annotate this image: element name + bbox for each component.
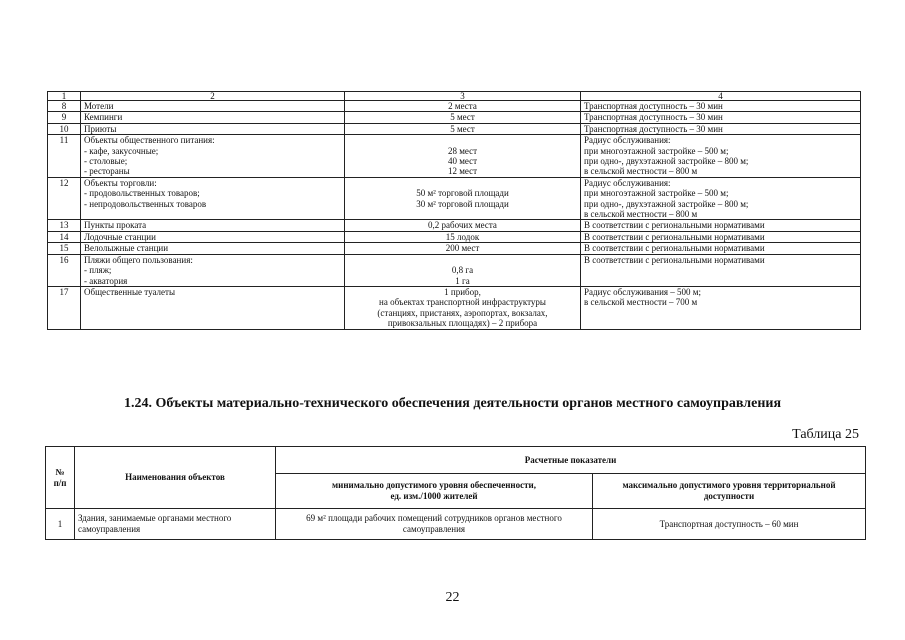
row-name: Приюты	[81, 123, 345, 134]
table-row	[48, 231, 861, 242]
row-number: 10	[48, 123, 81, 134]
table-row	[48, 177, 861, 220]
row-value: 0,2 рабочих места	[345, 220, 581, 231]
header-row	[46, 447, 866, 474]
row-value: 5 мест	[345, 112, 581, 123]
page-number: 22	[445, 590, 460, 605]
row-note: Радиус обслуживания: при многоэтажной застройке – 500 м; при одно-, двухэтажной застройке – 800 м; в сельской местности – 800 м	[581, 135, 861, 178]
table-row	[48, 123, 861, 134]
row-note: Транспортная доступность – 30 мин	[581, 101, 861, 112]
number-header: № п/п	[46, 447, 75, 509]
column-number-cell: 2	[81, 92, 345, 101]
table-row	[48, 243, 861, 254]
table-row	[48, 254, 861, 286]
row-name: Велолыжные станции	[81, 243, 345, 254]
table-row	[48, 220, 861, 231]
row-name: Мотели	[81, 101, 345, 112]
row-number: 11	[48, 135, 81, 178]
row-value: 15 лодок	[345, 231, 581, 242]
row-min-value: 69 м² площади рабочих помещений сотрудников органов местного самоуправления	[276, 509, 593, 540]
row-name: Здания, занимаемые органами местного самоуправления	[75, 509, 276, 540]
name-header: Наименования объектов	[75, 447, 276, 509]
row-name: Общественные туалеты	[81, 286, 345, 329]
row-value: 200 мест	[345, 243, 581, 254]
column-number-cell: 3	[345, 92, 581, 101]
row-note: В соответствии с региональными нормативами	[581, 254, 861, 286]
max-level-header: максимально допустимого уровня территориальной доступности	[593, 474, 866, 509]
row-name: Объекты торговли: - продовольственных товаров; - непродовольственных товаров	[81, 177, 345, 220]
row-max-value: Транспортная доступность – 60 мин	[593, 509, 866, 540]
row-note: Транспортная доступность – 30 мин	[581, 123, 861, 134]
row-note: В соответствии с региональными нормативами	[581, 243, 861, 254]
row-note: Транспортная доступность – 30 мин	[581, 112, 861, 123]
row-note: Радиус обслуживания: при многоэтажной застройке – 500 м; при одно-, двухэтажной застройке – 800 м; в сельской местности – 800 м	[581, 177, 861, 220]
table-label: Таблица 25	[792, 427, 859, 442]
row-number: 15	[48, 243, 81, 254]
row-number: 14	[48, 231, 81, 242]
row-name: Пункты проката	[81, 220, 345, 231]
municipal-facilities-table	[45, 446, 866, 540]
row-number: 8	[48, 101, 81, 112]
table-row	[48, 286, 861, 329]
row-value: 50 м² торговой площади 30 м² торговой площади	[345, 177, 581, 220]
row-value: 1 прибор, на объектах транспортной инфраструктуры (станциях, пристанях, аэропортах, вокзалах, привокзальных площадях) – 2 прибора	[345, 286, 581, 329]
row-number: 13	[48, 220, 81, 231]
row-value: 2 места	[345, 101, 581, 112]
column-number-row	[48, 92, 861, 101]
row-name: Кемпинги	[81, 112, 345, 123]
row-number: 1	[46, 509, 75, 540]
row-note: В соответствии с региональными нормативами	[581, 220, 861, 231]
min-level-header: минимально допустимого уровня обеспеченности, ед. изм./1000 жителей	[276, 474, 593, 509]
row-name: Пляжи общего пользования: - пляж; - акватория	[81, 254, 345, 286]
table-row	[46, 509, 866, 540]
row-number: 12	[48, 177, 81, 220]
row-name: Объекты общественного питания: - кафе, закусочные; - столовые; - рестораны	[81, 135, 345, 178]
row-note: В соответствии с региональными нормативами	[581, 231, 861, 242]
row-name: Лодочные станции	[81, 231, 345, 242]
row-number: 16	[48, 254, 81, 286]
table-row	[48, 135, 861, 178]
row-value: 28 мест 40 мест 12 мест	[345, 135, 581, 178]
row-number: 17	[48, 286, 81, 329]
indicators-header: Расчетные показатели	[276, 447, 866, 474]
row-number: 9	[48, 112, 81, 123]
section-title: 1.24. Объекты материально-технического обеспечения деятельности органов местного самоуправления	[123, 396, 782, 411]
column-number-cell: 4	[581, 92, 861, 101]
table-row	[48, 101, 861, 112]
row-note: Радиус обслуживания – 500 м; в сельской местности – 700 м	[581, 286, 861, 329]
row-value: 0,8 га 1 га	[345, 254, 581, 286]
row-value: 5 мест	[345, 123, 581, 134]
standards-table	[47, 91, 861, 330]
column-number-cell: 1	[48, 92, 81, 101]
table-row	[48, 112, 861, 123]
